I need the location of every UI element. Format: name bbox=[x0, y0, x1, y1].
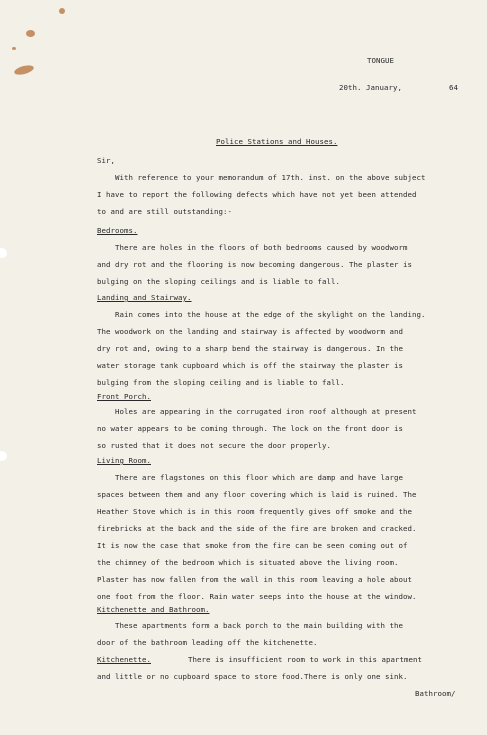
body-line: These apartments form a back porch to the main building with the bbox=[115, 621, 403, 630]
body-line: There are flagstones on this floor which are damp and have large bbox=[115, 473, 403, 482]
body-line: Plaster has now fallen from the wall in this room leaving a hole about bbox=[97, 575, 412, 584]
section-heading: Kitchenette and Bathroom. bbox=[97, 605, 210, 614]
letter-year: 64 bbox=[449, 83, 458, 92]
salutation: Sir, bbox=[97, 156, 115, 165]
body-line: one foot from the floor. Rain water seeps into the house at the window. bbox=[97, 592, 417, 601]
body-line: no water appears to be coming through. The lock on the front door is bbox=[97, 424, 403, 433]
stain-mark bbox=[13, 64, 34, 77]
body-line: There are holes in the floors of both bedrooms caused by woodworm bbox=[115, 243, 408, 252]
stain-mark bbox=[59, 8, 65, 14]
body-line: dry rot and, owing to a sharp bend the stairway is dangerous. In the bbox=[97, 344, 403, 353]
body-line: bulging from the sloping ceiling and is liable to fall. bbox=[97, 378, 345, 387]
body-line: firebricks at the back and the side of the fire are broken and cracked. bbox=[97, 524, 417, 533]
stain-mark bbox=[26, 30, 35, 37]
body-line: It is now the case that smoke from the fire can be seen coming out of bbox=[97, 541, 408, 550]
body-line: spaces between them and any floor covering which is laid is ruined. The bbox=[97, 490, 417, 499]
body-line: Holes are appearing in the corrugated iron roof although at present bbox=[115, 407, 417, 416]
body-line: Heather Stove which is in this room frequently gives off smoke and the bbox=[97, 507, 412, 516]
body-line: the chimney of the bedroom which is situated above the living room. bbox=[97, 558, 399, 567]
letter-date: 20th. January, bbox=[339, 83, 402, 92]
subsection-heading: Kitchenette. bbox=[97, 655, 151, 664]
body-line: There is insufficient room to work in this apartment bbox=[188, 655, 422, 664]
place-name: TONGUE bbox=[367, 56, 394, 65]
body-line: so rusted that it does not secure the door properly. bbox=[97, 441, 331, 450]
body-line: water storage tank cupboard which is off the stairway the plaster is bbox=[97, 361, 403, 370]
body-line: bulging on the sloping ceilings and is liable to fall. bbox=[97, 277, 340, 286]
punch-hole bbox=[0, 451, 7, 461]
letter-title: Police Stations and Houses. bbox=[216, 137, 338, 146]
body-line: Rain comes into the house at the edge of the skylight on the landing. bbox=[115, 310, 426, 319]
body-line: door of the bathroom leading off the kitchenette. bbox=[97, 638, 318, 647]
continuation-catchword: Bathroom/ bbox=[415, 689, 456, 698]
section-heading: Front Porch. bbox=[97, 392, 151, 401]
stain-mark bbox=[12, 47, 16, 50]
body-line: The woodwork on the landing and stairway is affected by woodworm and bbox=[97, 327, 403, 336]
body-line: I have to report the following defects which have not yet been attended bbox=[97, 190, 417, 199]
section-heading: Landing and Stairway. bbox=[97, 293, 192, 302]
section-heading: Bedrooms. bbox=[97, 226, 138, 235]
body-line: With reference to your memorandum of 17th. inst. on the above subject bbox=[115, 173, 426, 182]
body-line: and little or no cupboard space to store food.There is only one sink. bbox=[97, 672, 408, 681]
body-line: to and are still outstanding:- bbox=[97, 207, 232, 216]
punch-hole bbox=[0, 248, 7, 258]
section-heading: Living Room. bbox=[97, 456, 151, 465]
body-line: and dry rot and the flooring is now becoming dangerous. The plaster is bbox=[97, 260, 412, 269]
